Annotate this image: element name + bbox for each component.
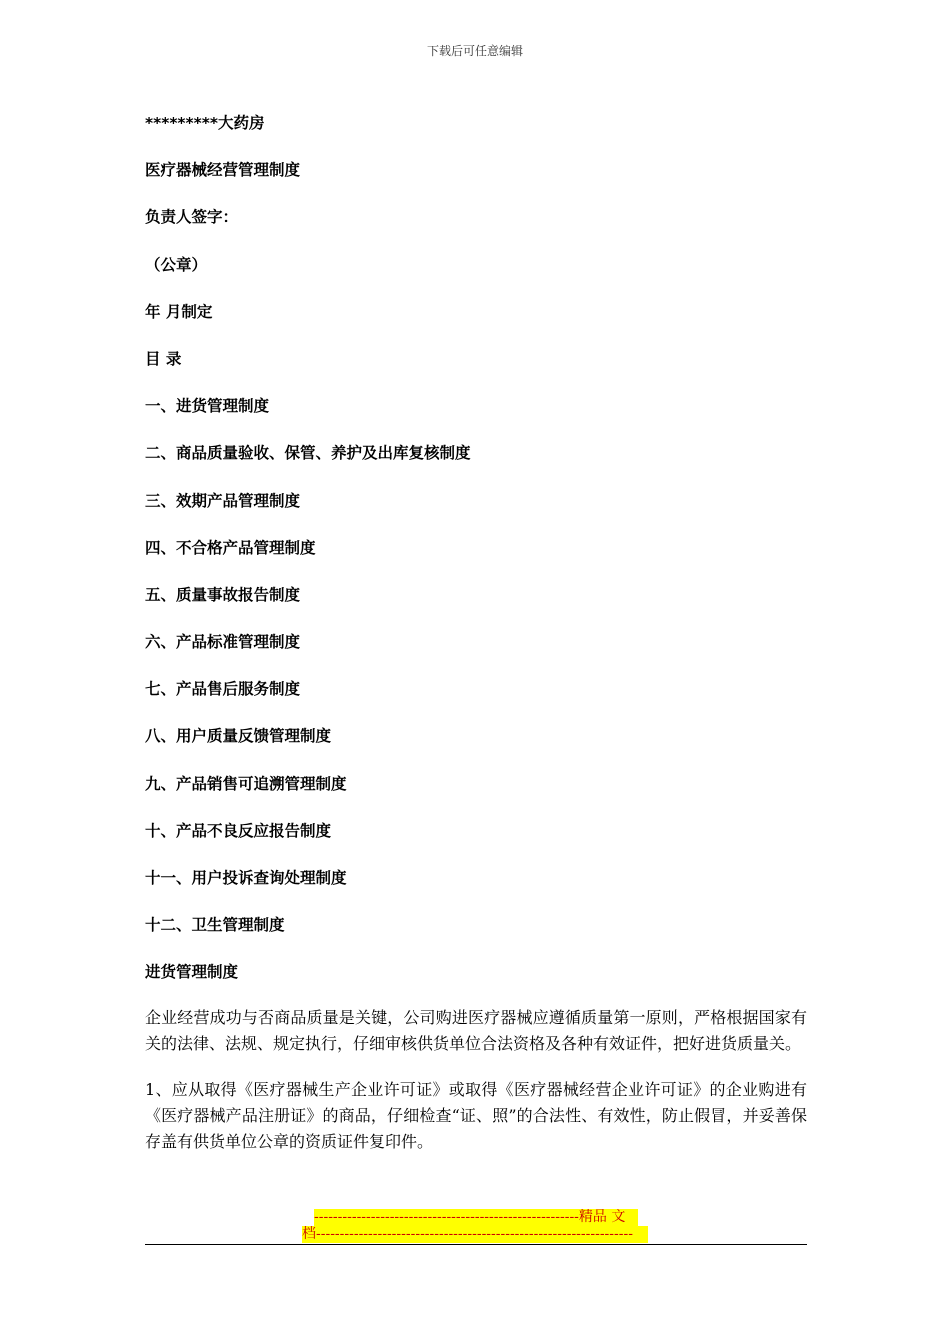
toc-item: 二、商品质量验收、保管、养护及出库复核制度 xyxy=(145,444,471,463)
toc-item: 十一、用户投诉查询处理制度 xyxy=(145,869,347,887)
toc-item: 三、效期产品管理制度 xyxy=(145,491,301,510)
toc-item: 九、产品销售可追溯管理制度 xyxy=(145,774,347,793)
header-note: 下载后可任意编辑 xyxy=(426,44,523,58)
toc-item: 八、用户质量反馈管理制度 xyxy=(145,727,332,746)
section-title: 进货管理制度 xyxy=(145,963,239,982)
toc-item: 四、不合格产品管理制度 xyxy=(145,538,316,557)
footer-divider xyxy=(145,1244,807,1245)
toc-item: 一、进货管理制度 xyxy=(145,397,270,416)
body-paragraph: 1、应从取得《医疗器械生产企业许可证》或取得《医疗器械经营企业许可证》的企业购进有《医疗器械产品注册证》的商品，仔细检查“证、照”的合法性、有效性，防止假冒，并妥善保存盖有供货单位公章的资质证件复印件。 xyxy=(145,1079,807,1151)
signature-label: 负责人签字： xyxy=(145,208,239,227)
toc-item: 十二、卫生管理制度 xyxy=(145,916,285,935)
toc-item: 七、产品售后服务制度 xyxy=(145,680,301,699)
date-line: 年 月制定 xyxy=(145,302,213,321)
footer-banner-line: 档------------------------------------------------------------------- xyxy=(302,1226,648,1243)
toc-item: 五、质量事故报告制度 xyxy=(145,585,301,604)
document-body xyxy=(145,110,807,1175)
toc-item: 十、产品不良反应报告制度 xyxy=(145,821,332,840)
footer-banner-line: --------------------------------------------------------精品 文 xyxy=(314,1209,638,1226)
toc-item: 六、产品标准管理制度 xyxy=(145,633,301,652)
seal-label: （公章） xyxy=(145,255,208,274)
document-title: 医疗器械经营管理制度 xyxy=(145,161,301,180)
toc-heading: 目 录 xyxy=(145,349,182,368)
footer-banner xyxy=(302,1209,648,1243)
table-of-contents xyxy=(145,393,807,959)
company-name: *********大药房 xyxy=(145,114,265,132)
body-paragraph: 企业经营成功与否商品质量是关键，公司购进医疗器械应遵循质量第一原则，严格根据国家有关的法律、法规、规定执行，仔细审核供货单位合法资格及各种有效证件，把好进货质量关。 xyxy=(145,1007,807,1053)
